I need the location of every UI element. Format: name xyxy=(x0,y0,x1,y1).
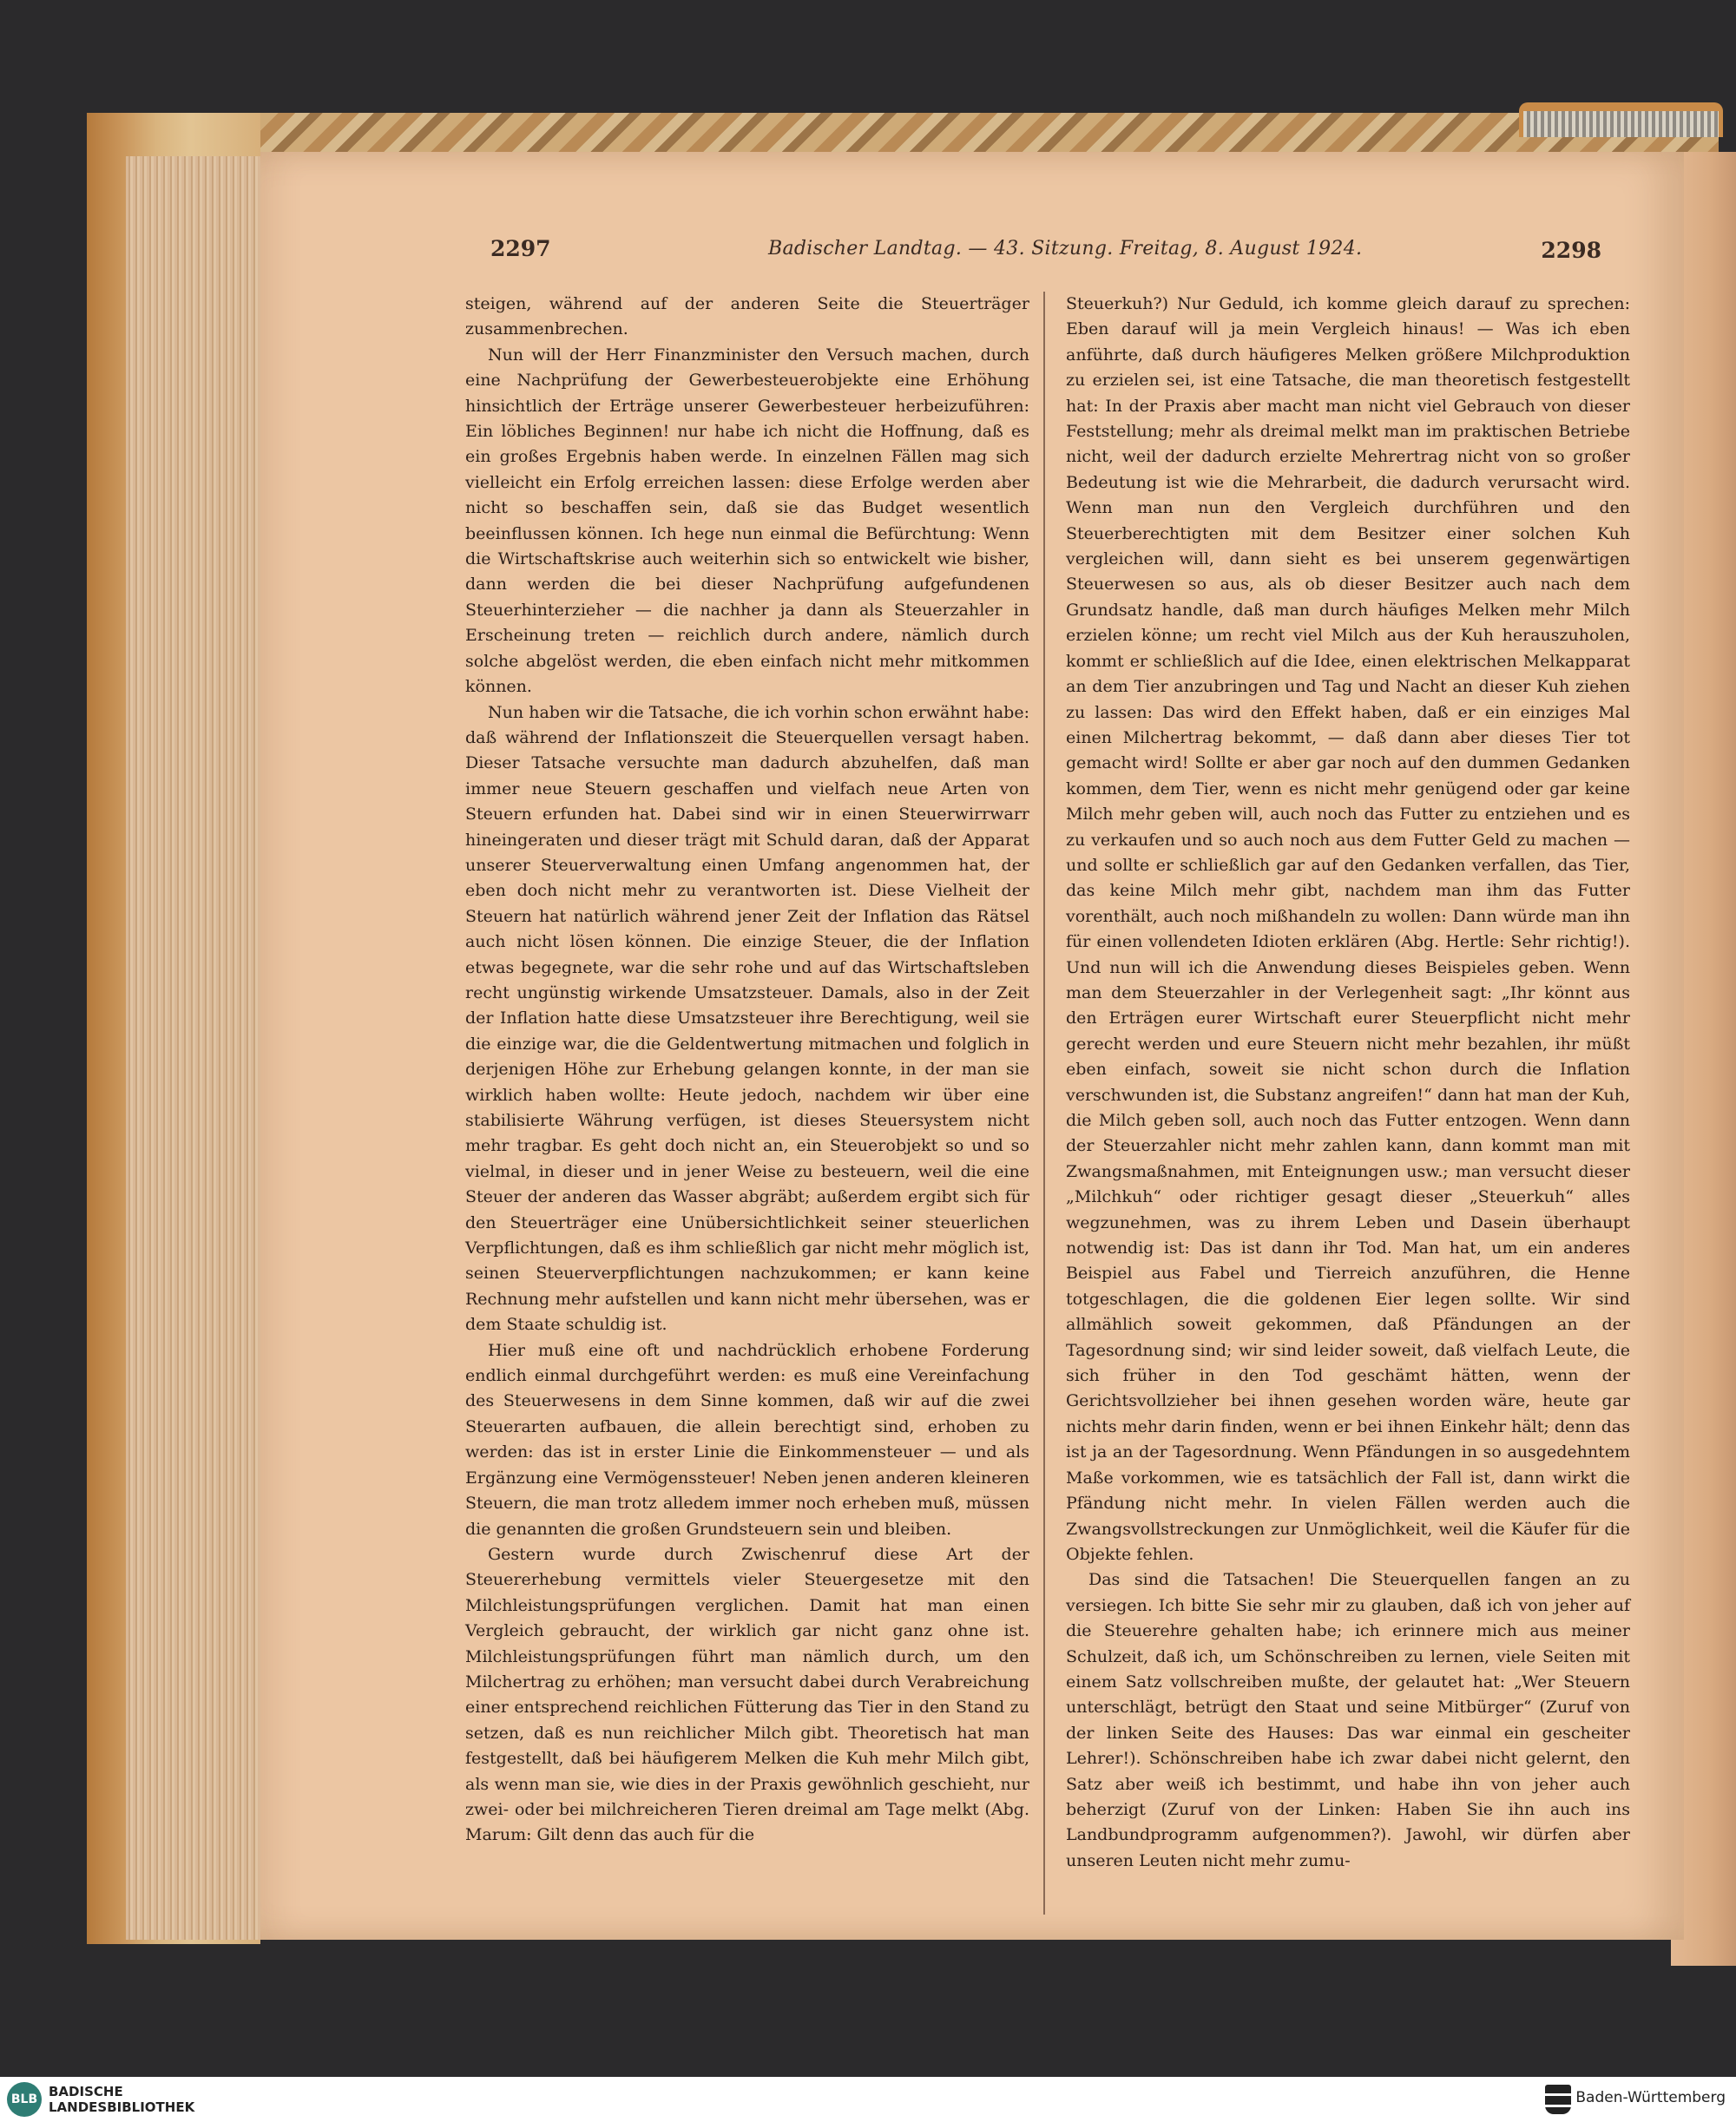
page-number-right: 2298 xyxy=(1541,238,1601,263)
bw-logo-text: Baden-Württemberg xyxy=(1575,2089,1726,2106)
paragraph: Nun will der Herr Finanzminister den Versuch machen, durch eine Nachprüfung der Gewerbesteuerobjekte eine Erhöhung hinsichtlich der Erträge unserer Gewerbesteuer herbeizuführen: Ein löbliches Beginnen! nur habe ich nicht die Hoffnung, daß es ein großes Ergebnis haben werde. In einzelnen Fällen mag sich vielleicht ein Erfolg erreichen lassen: diese Erfolge werden aber nicht so beschaffen sein, daß sie das Budget wesentlich beeinflussen können. Ich hege nun einmal die Befürchtung: Wenn die Wirtschaftskrise auch weiterhin sich so entwickelt wie bisher, dann werden die bei dieser Nachprüfung aufgefundenen Steuerhinterzieher — die nachher ja dann als Steuerzahler in Erscheinung treten — reichlich durch andere, nämlich durch solche abgelöst werden, die eben einfach nicht mehr mitkommen können. xyxy=(465,345,1029,697)
blb-line-1: BADISCHE xyxy=(49,2084,123,2099)
paragraph: Das sind die Tatsachen! Die Steuerquellen fangen an zu versiegen. Ich bitte Sie sehr mir zu glauben, daß ich von jeher auf die Steuerehre gehalten habe; ich erinnere mich aus meiner Schulzeit, daß ich, um Schönschreiben zu lernen, viele Seiten mit einem Satz vollschreiben mußte, der gelautet hat: „Wer Steuern unterschlägt, betrügt den Staat und seine Mitbürger“ (Zuruf von der linken Seite des Hauses: Das war einmal ein gescheiter Lehrer!). Schönschreiben habe ich zwar dabei nicht gelernt, den Satz aber weiß ich bestimmt, und habe ihn von jeher auch beherzigt (Zuruf von der Linken: Haben Sie ihn auch ins Landbundprogramm aufgenommen?). Jawohl, wir dürfen aber unseren Leuten nicht mehr zumu- xyxy=(1066,1570,1630,1870)
blb-line-2: LANDESBIBLIOTHEK xyxy=(49,2099,195,2115)
right-column xyxy=(1066,292,1630,1874)
blb-logo-text xyxy=(49,2084,194,2115)
running-head xyxy=(490,236,1619,271)
bw-crest-icon xyxy=(1545,2085,1571,2114)
page-number-left: 2297 xyxy=(490,236,551,261)
paragraph: Nun haben wir die Tatsache, die ich vorhin schon erwähnt habe: daß während der Inflationszeit die Steuerquellen versagt haben. Dieser Tatsache versuchte man dadurch abzuhelfen, daß man immer neue Steuern geschaffen und vielfach neue Arten von Steuern erfunden hat. Dabei sind wir in einen Steuerwirrwarr hineingeraten und dieser trägt mit Schuld daran, daß der Apparat unserer Steuerverwaltung einen Umfang angenommen hat, der eben doch nicht mehr zu verantworten ist. Diese Vielheit der Steuern hat natürlich während jener Zeit der Inflation das Rätsel auch nicht lösen können. Die einzige Steuer, die der Inflation etwas begegnete, war die sehr rohe und auf das Wirtschaftsleben recht ungünstig wirkende Umsatzsteuer. Damals, also in der Zeit der Inflation hatte diese Umsatzsteuer ihre Berechtigung, weil sie die einzige war, die die Geldentwertung mitmachen und folglich in derjenigen Höhe zur Erhebung gelangen konnte, in der man sie wirklich haben wollte: Heute jedoch, nachdem wir über eine stabilisierte Währung verfügen, ist dieses Steuersystem nicht mehr tragbar. Es geht doch nicht an, ein Steuerobjekt so und so vielmal, in dieser und in jener Weise zu besteuern, weil die eine Steuer der anderen das Wasser abgräbt; außerdem ergibt sich für den Steuerträger eine Unübersichtlichkeit seiner steuerlichen Verpflichtungen, daß es ihm schließlich gar nicht mehr möglich ist, seinen Steuerverpflichtungen nachzukommen; er kann keine Rechnung mehr aufstellen und kann nicht mehr übersehen, was er dem Staate schuldig ist. xyxy=(465,702,1029,1335)
page-stack xyxy=(126,156,265,1940)
running-head-title: Badischer Landtag. — 43. Sitzung. Freitag, 8. August 1924. xyxy=(768,238,1363,260)
left-column xyxy=(465,292,1029,1849)
book-headband xyxy=(1523,111,1719,137)
paragraph: steigen, während auf der anderen Seite die Steuerträger zusammenbrechen. xyxy=(465,294,1029,339)
paragraph: Gestern wurde durch Zwischenruf diese Art der Steuererhebung vermittels vieler Steuergesetze mit den Milchleistungsprüfungen verglichen. Damit hat man einen Vergleich gebraucht, der wirklich gar nicht ganz ohne ist. Milchleistungsprüfungen führt man nämlich durch, um den Milchertrag zu erhöhen; man versucht dabei durch Verabreichung einer entsprechend reichlichen Fütterung das Tier in den Stand zu setzen, daß es nun reichlicher Milch gibt. Theoretisch hat man festgestellt, daß bei häufigerem Melken die Kuh mehr Milch gibt, als wenn man sie, wie dies in der Praxis gewöhnlich geschieht, nur zwei- oder bei milchreicheren Tieren dreimal am Tage melkt (Abg. Marum: Gilt denn das auch für die xyxy=(465,1544,1029,1845)
paragraph: Steuerkuh?) Nur Geduld, ich komme gleich darauf zu sprechen: Eben darauf will ja mein Vergleich hinaus! — Was ich eben anführte, daß durch häufigeres Melken größere Milchproduktion zu erzielen sei, ist eine Tatsache, die man theoretisch festgestellt hat: In der Praxis aber macht man nicht viel Gebrauch von dieser Feststellung; mehr als dreimal melkt man im praktischen Betriebe nicht, weil der dadurch erzielte Mehrertrag nicht von so großer Bedeutung ist wie die Mehrarbeit, die dadurch verursacht wird. Wenn man nun den Vergleich durchführen und den Steuerberechtigten mit dem Besitzer einer solchen Kuh vergleichen will, dann sieht es bei unserem gegenwärtigen Steuerwesen so aus, als ob dieser Besitzer auch nach dem Grundsatz handle, daß man durch häufiges Melken mehr Milch erzielen könne; um recht viel Milch aus der Kuh herauszuholen, kommt er schließlich auf die Idee, einen elektrischen Melkapparat an dem Tier anzubringen und Tag und Nacht an dieser Kuh ziehen zu lassen: Das wird den Effekt haben, daß er ein einziges Mal einen Milchertrag bekommt, — daß dann aber dieses Tier tot gemacht wird! Sollte er aber gar noch auf den dummen Gedanken kommen, dem Tier, wenn es nicht mehr genügend oder gar keine Milch mehr geben will, auch noch das Futter zu entziehen und es zu verkaufen und so auch noch aus dem Futter Geld zu machen — und sollte er schließlich gar auf den Gedanken verfallen, das Tier, das keine Milch mehr gibt, nachdem man ihm das Futter vorenthält, auch noch mißhandeln zu wollen: Dann würde man ihn für einen vollendeten Idioten erklären (Abg. Hertle: Sehr richtig!). Und nun will ich die Anwendung dieses Beispieles geben. Wenn man dem Steuerzahler in der Verlegenheit sagt: „Ihr könnt aus den Erträgen eurer Wirtschaft eurer Steuerpflicht nicht mehr gerecht werden und eure Steuern nicht mehr bezahlen, ihr müßt eben einfach, soweit sie nicht schon durch die Inflation verschwunden ist, die Substanz angreifen!“ dann hat man der Kuh, die Milch geben soll, auch noch das Futter entzogen. Wenn dann der Steuerzahler nicht mehr zahlen kann, dann kommt man mit Zwangsmaßnahmen, mit Enteignungen usw.; man versucht dieser „Milchkuh“ oder richtiger gesagt dieser „Steuerkuh“ alles wegzunehmen, was zu ihrem Leben und Dasein überhaupt notwendig ist: Das ist dann ihr Tod. Man hat, um ein anderes Beispiel aus Fabel und Tierreich anzuführen, die Henne totgeschlagen, die die goldenen Eier legen sollte. Wir sind allmählich soweit gekommen, daß Pfändungen an der Tagesordnung sind; wir sind leider soweit, daß vielfach Leute, die sich früher in den Tod geschämt hätten, wenn der Gerichtsvollzieher bei ihnen gesehen worden wäre, heute gar nichts mehr darin finden, wenn er bei ihnen Einkehr hält; denn das ist ja an der Tagesordnung. Wenn Pfändungen in so ausgedehntem Maße vorkommen, wie es tatsächlich der Fall ist, dann wirkt die Pfändung nicht mehr. In vielen Fällen werden auch die Zwangsvollstreckungen zur Unmöglichkeit, weil die Käufer für die Objekte fehlen. xyxy=(1066,294,1630,1564)
blb-logo-icon: BLB xyxy=(7,2082,42,2117)
paragraph: Hier muß eine oft und nachdrücklich erhobene Forderung endlich einmal durchgeführt werden: es muß eine Vereinfachung des Steuerwesens in dem Sinne kommen, daß wir auf die zwei Steuerarten aufbauen, die allein berechtigt sind, erhoben zu werden: das ist in erster Linie die Einkommensteuer — und als Ergänzung eine Vermögenssteuer! Neben jenen anderen kleineren Steuern, die man trotz alledem immer noch erheben muß, müssen die genannten die großen Grundsteuern sein und bleiben. xyxy=(465,1340,1029,1539)
footer-bar xyxy=(0,2077,1736,2122)
column-divider xyxy=(1043,292,1045,1915)
